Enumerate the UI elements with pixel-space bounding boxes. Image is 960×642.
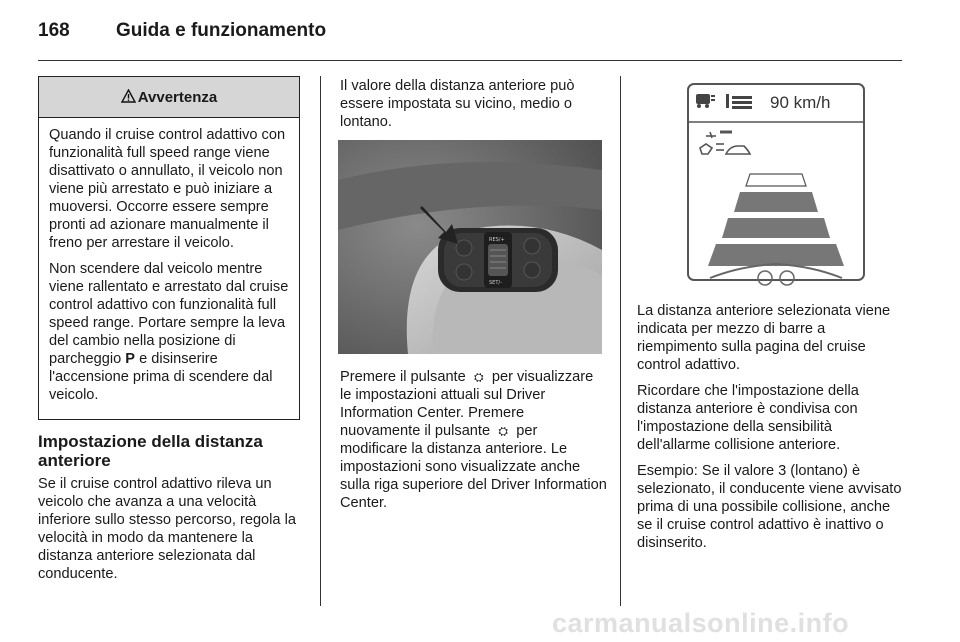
park-position-label: P [125,351,136,367]
distance-button[interactable] [456,240,472,256]
page-header [38,20,326,48]
section-title: Impostazione della distanza anteriore [38,432,263,470]
warning-heading-text: Avvertenza [137,88,218,106]
distance-button-icon: ⛭ [473,370,484,384]
res-label: RES/+ [489,237,505,243]
column-divider-1 [320,76,321,606]
speed-readout: 90 km/h [770,93,831,112]
steering-wheel-photo [338,140,602,354]
header-divider [38,60,902,61]
col3-paragraph-1: La distanza anteriore selezionata viene indicata per mezzo di barre a riempimento sulla pagina del cruise control adattivo. [637,303,891,373]
set-label: SET/- [489,280,502,286]
watermark: carmanualsonline.info [552,608,850,638]
col3-paragraph-2: Ricordare che l'impostazione della distanza anteriore è condivisa con l'impostazione della sensibilità dell'allarme collisione anteriore. [637,383,859,453]
cruise-on-button[interactable] [524,238,540,254]
distance-bar-2 [734,192,818,212]
warning-paragraph-1: Quando il cruise control adattivo con funzionalità full speed range viene disattivato o annullato, il veicolo non viene più arrestato e può iniziare a muoversi. Occorre essere sempre pronti ad azionare manualmente il freno per arrestare il veicolo. [49,127,286,251]
page-title: Guida e funzionamento [116,20,327,41]
warning-triangle-icon [121,89,136,106]
warning-heading [39,77,299,118]
driver-information-center-display [650,74,900,290]
page-number: 168 [38,20,70,41]
distance-bar-1 [746,174,806,186]
section-body: Se il cruise control adattivo rileva un veicolo che avanza a una velocità inferiore sullo stesso percorso, regola la velocità in modo da mantenere la distanza anteriore selezionata dal conducente. [38,476,296,582]
distance-bar-3 [722,218,830,238]
warning-paragraph-2: Non scendere dal veicolo mentre viene rallentato e arrestato dal cruise control adattivo con funzionalità full speed range. Portare sempre la leva del cambio nella posizione di parcheggio P e disinserire l'accensione prima di scendere dal veicolo. [49,261,289,403]
distance-button-instructions: Premere il pulsante ⛭ per visualizzare le impostazioni attuali sul Driver Information Center. Premere nuovamente il pulsante ⛭ per modificare la distanza anteriore. Le impostazioni sono visualizzate anche sulla riga superiore del Driver Information Center. [340,369,607,511]
col3-paragraph-3: Esempio: Se il valore 3 (lontano) è selezionato, il conducente viene avvisato prima di una possibile collisione, anche se il cruise control adattivo è inattivo o disinserito. [637,463,902,551]
column-3-text [637,302,907,560]
distance-intro: Il valore della distanza anteriore può essere impostata su vicino, medio o lontano. [340,78,575,130]
distance-button-icon-2: ⛭ [498,424,508,438]
warning-box [38,76,300,420]
column-divider-2 [620,76,621,606]
distance-bar-4 [708,244,844,266]
limiter-button[interactable] [524,262,540,278]
cruise-cancel-button[interactable] [456,264,472,280]
